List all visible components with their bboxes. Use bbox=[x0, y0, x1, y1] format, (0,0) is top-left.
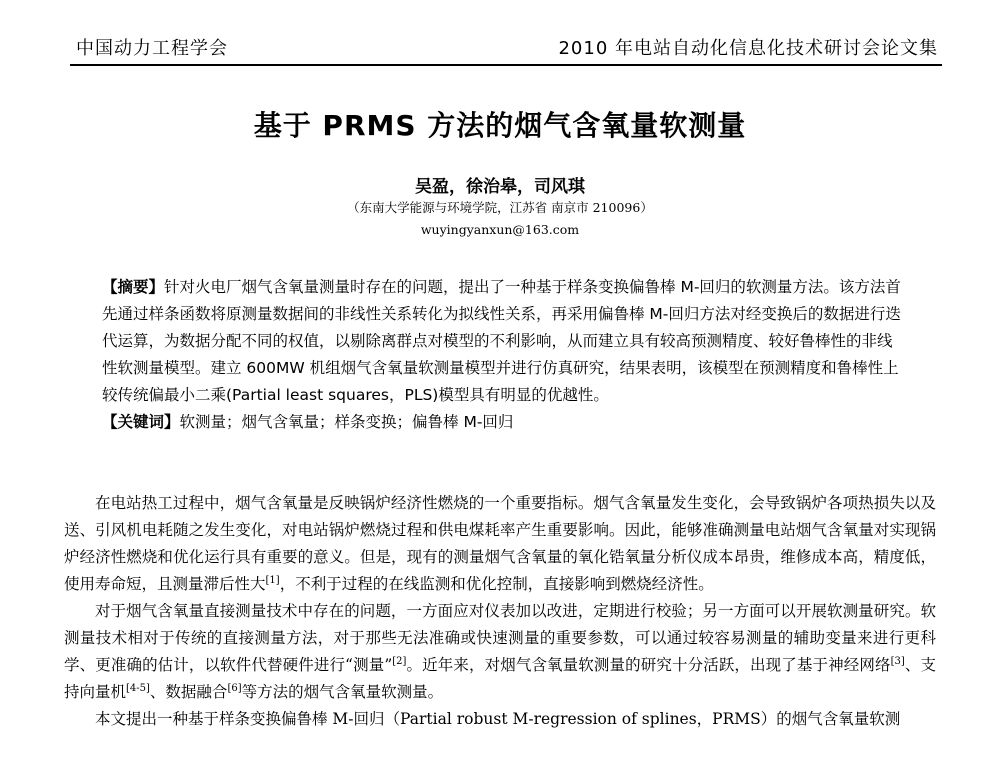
paragraph-3: 本文提出一种基于样条变换偏鲁棒 M-回归（Partial robust M-regression of splines，PRMS）的烟气含氧量软测 bbox=[95, 710, 901, 728]
paragraph-1 bbox=[64, 490, 936, 598]
abstract bbox=[102, 274, 902, 409]
paragraph-2-text-c: 、支持向量机 bbox=[64, 656, 936, 701]
keywords-label: 【关键词】 bbox=[102, 413, 180, 431]
authors: 吴盈，徐治皋，司风琪 bbox=[415, 177, 585, 197]
author-email: wuyingyanxun@163.com bbox=[420, 222, 580, 237]
paragraph-2-text-b: 。近年来，对烟气含氧量软测量的研究十分活跃，出现了基于神经网络 bbox=[406, 656, 891, 674]
keywords bbox=[102, 409, 902, 436]
paragraph-2 bbox=[64, 598, 936, 706]
paragraph-2-text-a: 对于烟气含氧量直接测量技术中存在的问题，一方面应对仪表加以改进，定期进行校验；另一方面可以开展软测量研究。软测量技术相对于传统的直接测量方法，对于那些无法准确或快速测量的重要参数，可以通过较容易测量的辅助变量来进行更科学、更准确的估计，以软件代替硬件进行“测量” bbox=[64, 602, 936, 674]
citation-2: [2] bbox=[392, 655, 407, 667]
paper-title: 基于 PRMS 方法的烟气含氧量软测量 bbox=[253, 109, 747, 142]
abstract-label: 【摘要】 bbox=[102, 278, 165, 296]
abstract-block bbox=[102, 274, 902, 436]
paragraph-1-text-a: 在电站热工过程中，烟气含氧量是反映锅炉经济性燃烧的一个重要指标。烟气含氧量发生变化，会导致锅炉各项热损失以及送、引风机电耗随之发生变化，对电站锅炉燃烧过程和供电煤耗率产生重要影响。因此，能够准确测量电站烟气含氧量对实现锅炉经济性燃烧和优化运行具有重要的意义。但是，现有的测量烟气含氧量的氧化锆氧量分析仪成本昂贵，维修成本高，精度低，使用寿命短，且测量滞后性大 bbox=[64, 494, 936, 593]
citation-1: [1] bbox=[265, 574, 280, 586]
citation-4-5: [4-5] bbox=[126, 682, 150, 694]
affiliation: （东南大学能源与环境学院，江苏省 南京市 210096） bbox=[347, 200, 653, 215]
running-header-left: 中国动力工程学会 bbox=[76, 38, 228, 59]
abstract-text: 针对火电厂烟气含氧量测量时存在的问题，提出了一种基于样条变换偏鲁棒 M-回归的软测量方法。该方法首先通过样条函数将原测量数据间的非线性关系转化为拟线性关系，再采用偏鲁棒 M-回归方法对经变换后的数据进行迭代运算，为数据分配不同的权值，以剔除离群点对模型的不利影响，从而建立具有较高预测精度、较好鲁棒性的非线性软测量模型。建立 600MW 机组烟气含氧量软测量模型并进行仿真研究，结果表明，该模型在预测精度和鲁棒性上较传统偏最小二乘(Partial least squares，PLS)模型具有明显的优越性。 bbox=[102, 278, 901, 404]
header-rule bbox=[70, 64, 942, 66]
body-text bbox=[64, 490, 936, 733]
citation-3: [3] bbox=[890, 655, 905, 667]
running-header-right: 2010 年电站自动化信息化技术研讨会论文集 bbox=[558, 38, 938, 59]
paragraph-1-text-b: ，不利于过程的在线监测和优化控制，直接影响到燃烧经济性。 bbox=[279, 575, 714, 593]
paragraph-2-text-d: 、数据融合 bbox=[149, 683, 228, 701]
citation-6: [6] bbox=[227, 682, 242, 694]
paragraph-2-text-e: 等方法的烟气含氧量软测量。 bbox=[241, 683, 444, 701]
keywords-text: 软测量；烟气含氧量；样条变换；偏鲁棒 M-回归 bbox=[179, 413, 514, 431]
